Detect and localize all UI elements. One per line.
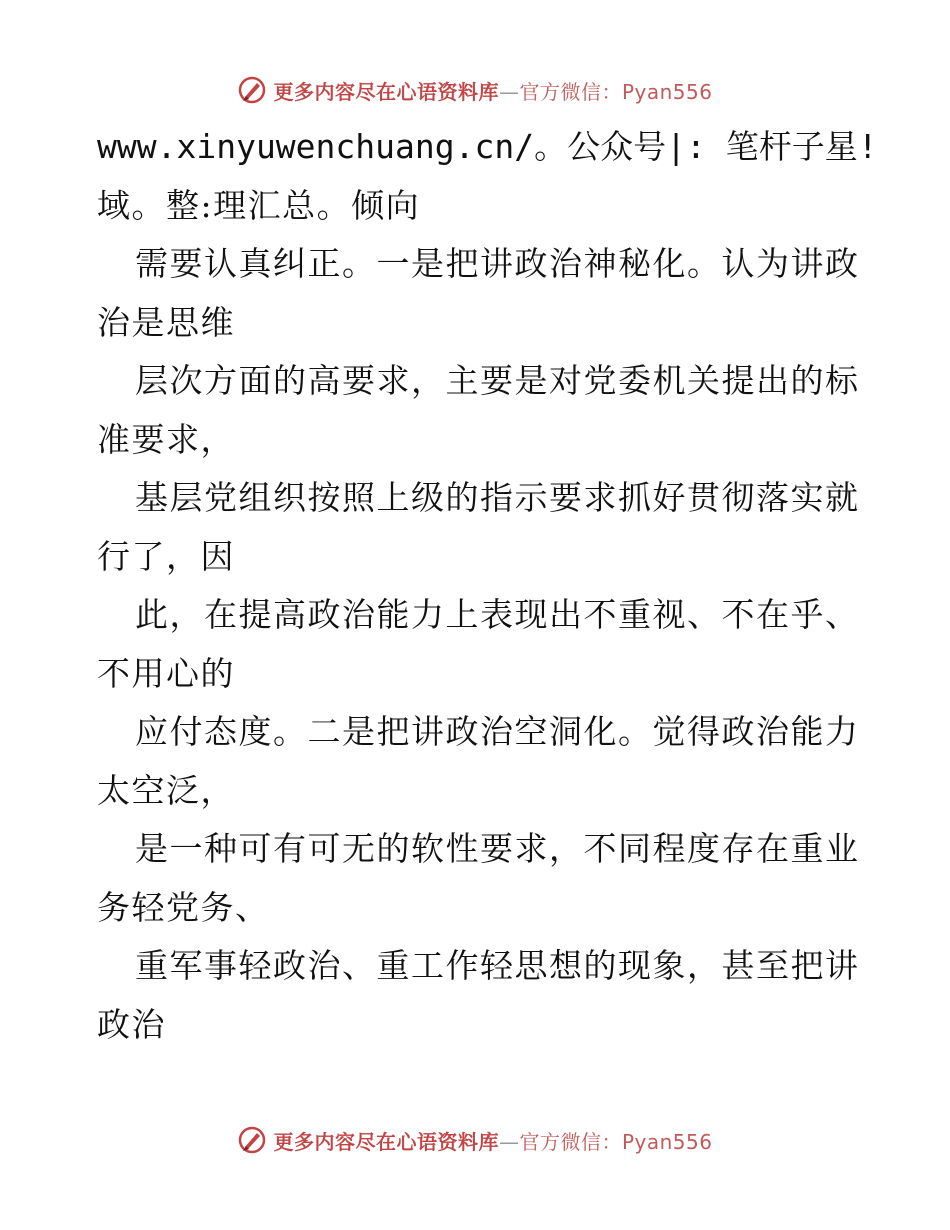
document-line: 需要认真纠正。一是把讲政治神秘化。认为讲政 bbox=[135, 244, 860, 283]
document-line: 太空泛， bbox=[97, 770, 235, 810]
document-line: 此，在提高政治能力上表现出不重视、不在乎、 bbox=[135, 595, 860, 634]
document-line: 层次方面的高要求，主要是对党委机关提出的标 bbox=[135, 361, 860, 400]
document-line: 重军事轻政治、重工作轻思想的现象，甚至把讲 bbox=[135, 946, 860, 985]
document-line: 政治 bbox=[97, 1004, 166, 1044]
header-text bbox=[273, 76, 712, 105]
document-line: 行了，因 bbox=[97, 536, 235, 576]
document-line: www.xinyuwenchuang.cn/。公众号|: 笔杆子星! bbox=[97, 127, 878, 166]
quill-pen-logo-icon bbox=[237, 75, 267, 105]
header-brand-text: 更多内容尽在心语资料库 bbox=[273, 79, 499, 104]
footer-banner bbox=[0, 1120, 950, 1160]
footer-brand-text: 更多内容尽在心语资料库 bbox=[273, 1129, 499, 1154]
document-line: 不用心的 bbox=[97, 653, 235, 693]
footer-contact-text: 官方微信：Pyan556 bbox=[519, 1129, 713, 1154]
document-line: 是一种可有可无的软性要求，不同程度存在重业 bbox=[135, 829, 860, 868]
header-banner bbox=[0, 70, 950, 110]
quill-pen-logo-icon bbox=[237, 1125, 267, 1155]
header-separator: — bbox=[498, 79, 520, 104]
document-body bbox=[97, 118, 878, 1054]
footer-separator: — bbox=[498, 1129, 520, 1154]
footer-text bbox=[273, 1126, 712, 1155]
document-line: 准要求， bbox=[97, 419, 235, 459]
document-line: 治是思维 bbox=[97, 302, 235, 342]
header-contact-text: 官方微信：Pyan556 bbox=[519, 79, 713, 104]
document-line: 务轻党务、 bbox=[97, 887, 270, 927]
document-line: 基层党组织按照上级的指示要求抓好贯彻落实就 bbox=[135, 478, 860, 517]
document-line: 域。整:理汇总。倾向 bbox=[97, 185, 421, 225]
document-line: 应付态度。二是把讲政治空洞化。觉得政治能力 bbox=[135, 712, 860, 751]
